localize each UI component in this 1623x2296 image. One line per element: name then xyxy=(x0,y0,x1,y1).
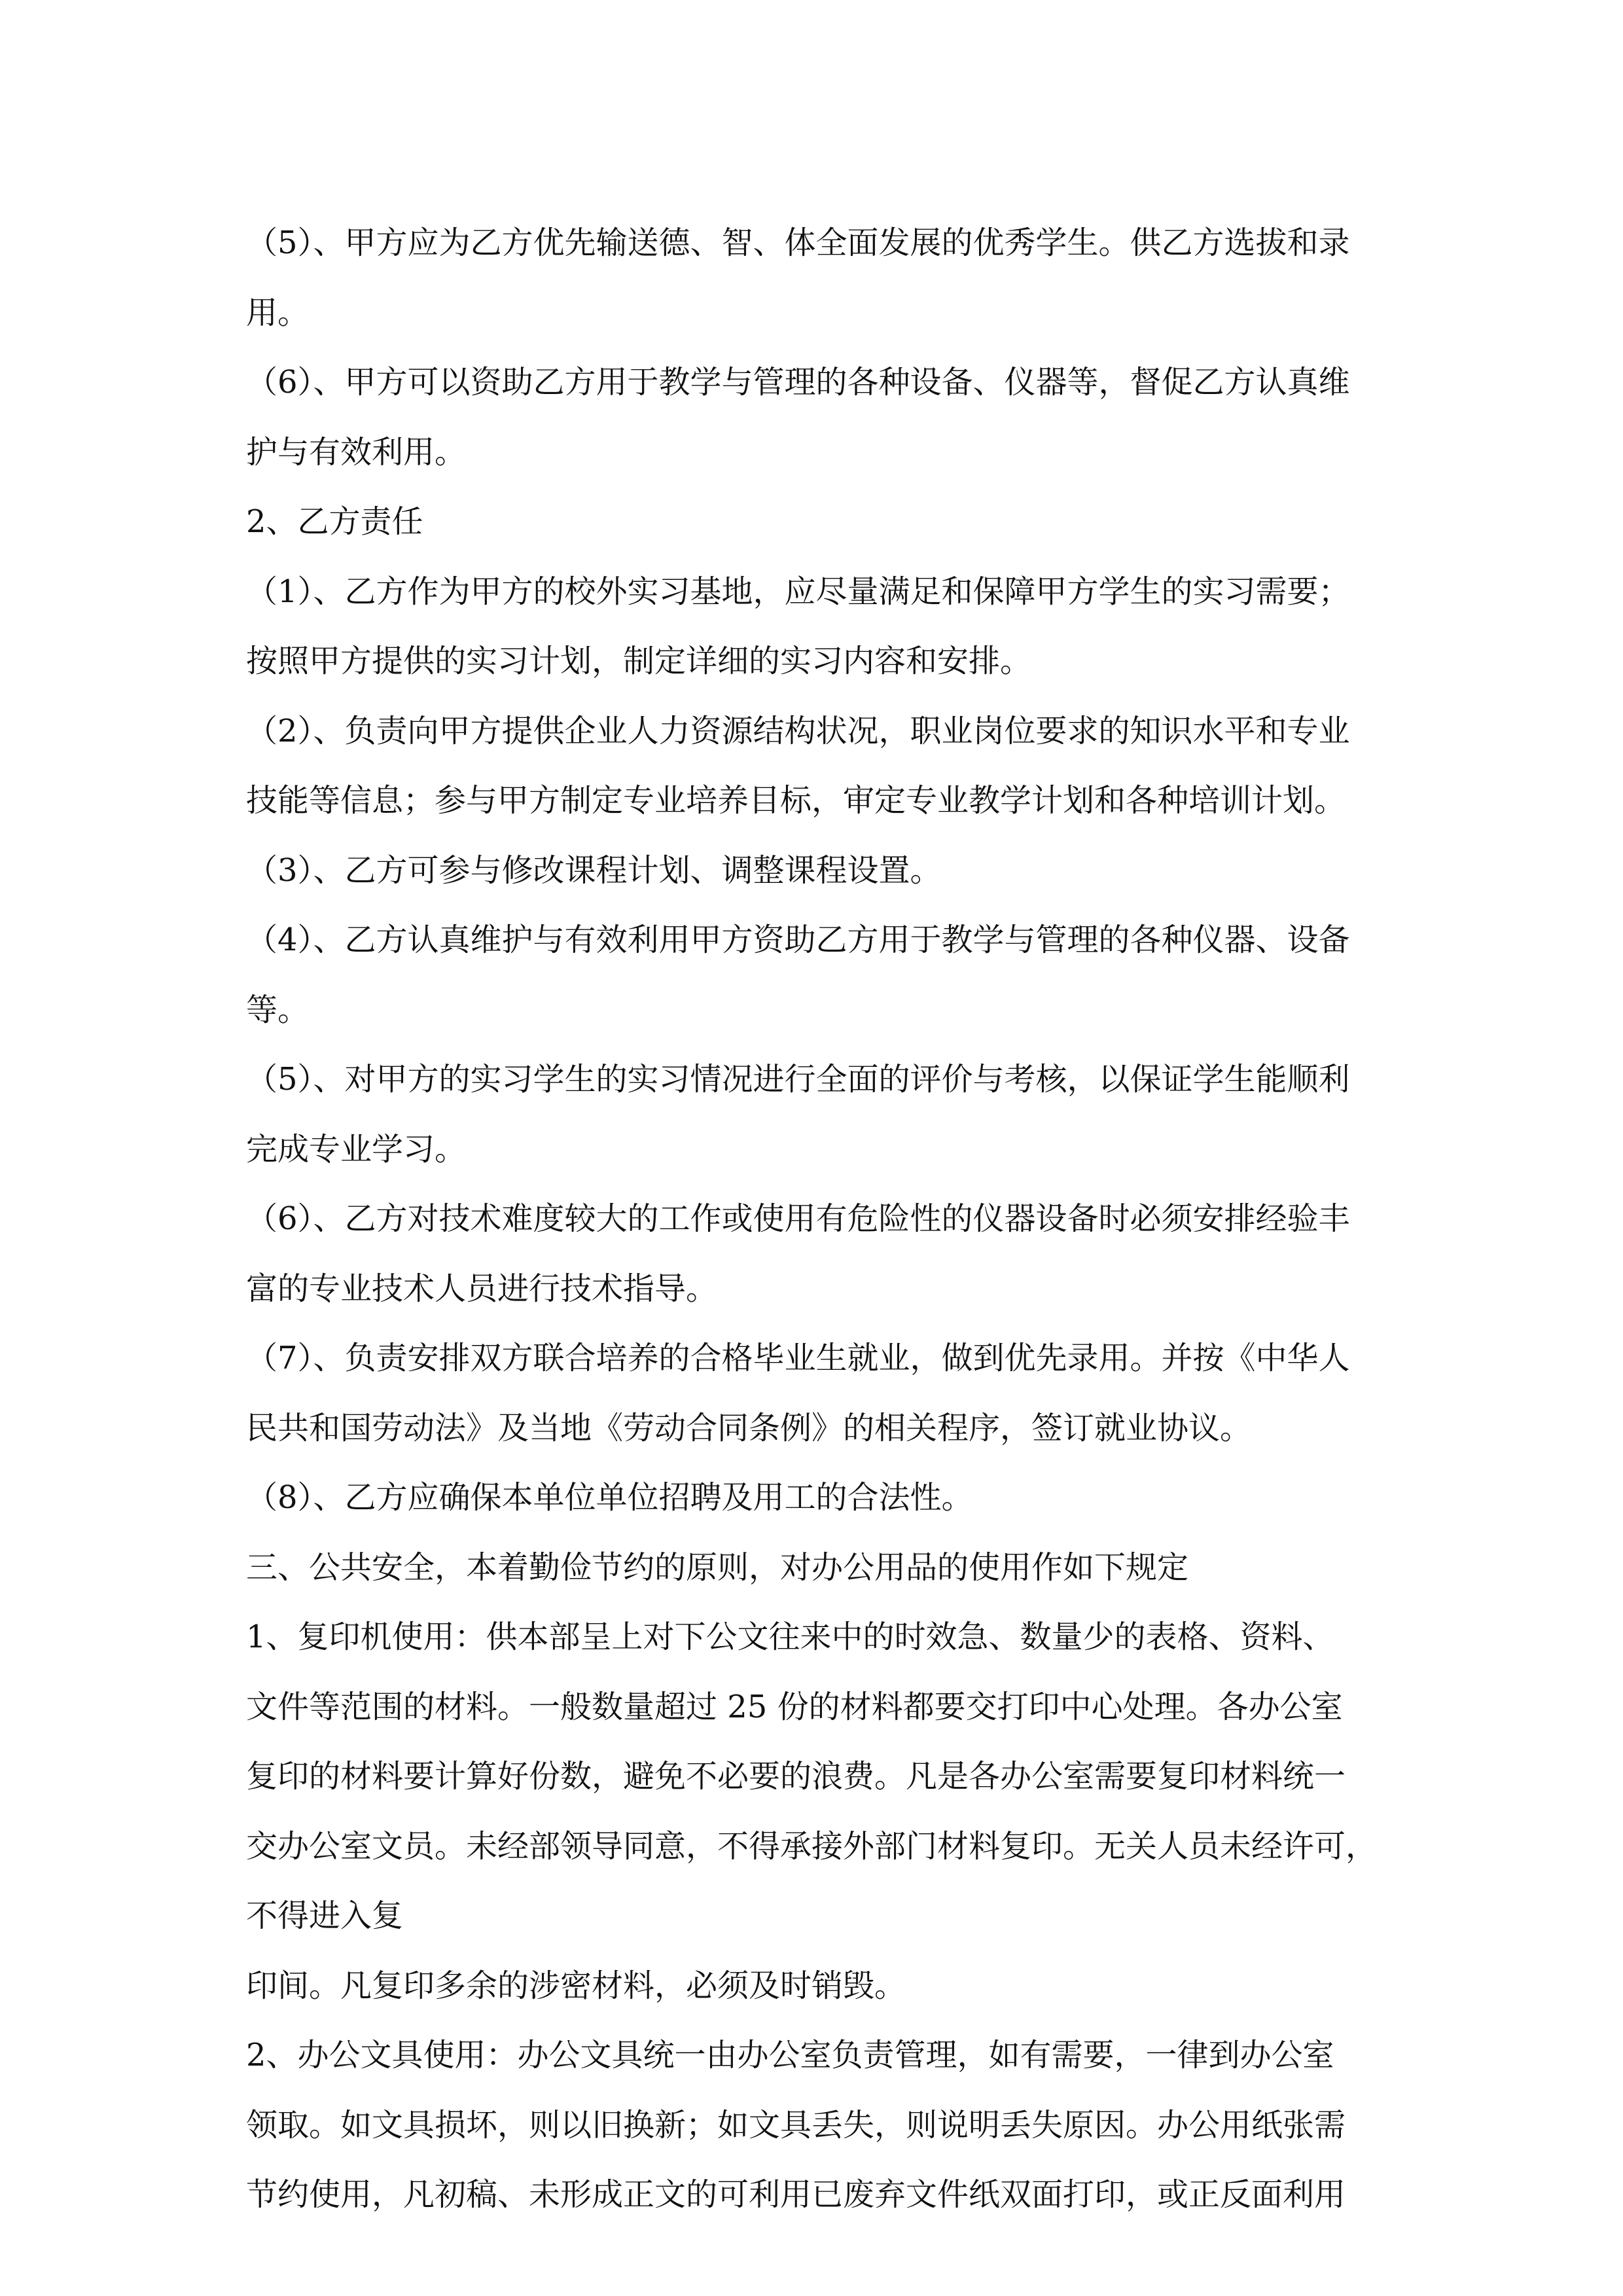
text-line: （1）、乙方作为甲方的校外实习基地，应尽量满足和保障甲方学生的实习需要； xyxy=(246,573,1350,610)
text-line: 等。 xyxy=(246,991,310,1028)
text-line: 技能等信息；参与甲方制定专业培养目标，审定专业教学计划和各种培训计划。 xyxy=(246,782,1346,819)
paragraph xyxy=(246,557,1398,696)
paragraph xyxy=(246,905,1398,1045)
text-line: （2）、负责向甲方提供企业人力资源结构状况，职业岗位要求的知识水平和专业 xyxy=(246,712,1350,749)
paragraph xyxy=(246,1951,1398,2021)
text-line: 用。 xyxy=(246,294,310,331)
text-line: 民共和国劳动法》及当地《劳动合同条例》的相关程序，签订就业协议。 xyxy=(246,1409,1252,1446)
text-line: 护与有效利用。 xyxy=(246,433,467,471)
paragraph xyxy=(246,1045,1398,1184)
text-line: 节约使用，凡初稿、未形成正文的可利用已废弃文件纸双面打印，或正反面利用 xyxy=(246,2176,1346,2213)
text-line: 三、公共安全，本着勤俭节约的原则，对办公用品的使用作如下规定 xyxy=(246,1549,1189,1586)
text-line: （6）、乙方对技术难度较大的工作或使用有危险性的仪器设备时必须安排经验丰 xyxy=(246,1200,1350,1237)
text-line: 1、复印机使用：供本部呈上对下公文往来中的时效急、数量少的表格、资料、 xyxy=(246,1619,1334,1655)
text-line: （5）、对甲方的实习学生的实习情况进行全面的评价与考核，以保证学生能顺利 xyxy=(246,1061,1350,1098)
text-line: （3）、乙方可参与修改课程计划、调整课程设置。 xyxy=(246,852,942,889)
text-line: 富的专业技术人员进行技术指导。 xyxy=(246,1270,718,1307)
section-heading xyxy=(246,1533,1398,1603)
text-line: 按照甲方提供的实习计划，制定详细的实习内容和安排。 xyxy=(246,643,1032,679)
text-line: （8）、乙方应确保本单位单位招聘及用工的合法性。 xyxy=(246,1479,973,1516)
paragraph xyxy=(246,1602,1398,1951)
text-line: 不得进入复 xyxy=(246,1897,404,1934)
text-line: 2、办公文具使用：办公文具统一由办公室负责管理，如有需要，一律到办公室 xyxy=(246,2037,1334,2073)
section-heading xyxy=(246,487,1398,557)
text-line: 印间。凡复印多余的涉密材料，必须及时销毁。 xyxy=(246,1967,906,2004)
text-line: 领取。如文具损坏，则以旧换新；如文具丢失，则说明丢失原因。办公用纸张需 xyxy=(246,2106,1346,2144)
paragraph xyxy=(246,696,1398,836)
paragraph xyxy=(246,2020,1398,2230)
text-line: 交办公室文员。未经部领导同意，不得承接外部门材料复印。无关人员未经许可， xyxy=(246,1827,1378,1865)
text-line: （7）、负责安排双方联合培养的合格毕业生就业，做到优先录用。并按《中华人 xyxy=(246,1340,1350,1376)
paragraph xyxy=(246,1463,1398,1533)
paragraph xyxy=(246,1323,1398,1463)
text-line: 文件等范围的材料。一般数量超过 25 份的材料都要交打印中心处理。各办公室 xyxy=(246,1688,1343,1725)
paragraph xyxy=(246,1184,1398,1323)
text-line: 复印的材料要计算好份数，避免不必要的浪费。凡是各办公室需要复印材料统一 xyxy=(246,1758,1346,1795)
paragraph xyxy=(246,836,1398,906)
text-line: 完成专业学习。 xyxy=(246,1130,467,1168)
text-line: （6）、甲方可以资助乙方用于教学与管理的各种设备、仪器等，督促乙方认真维 xyxy=(246,364,1350,401)
text-line: （4）、乙方认真维护与有效利用甲方资助乙方用于教学与管理的各种仪器、设备 xyxy=(246,922,1350,958)
paragraph xyxy=(246,208,1398,348)
text-line: （5）、甲方应为乙方优先输送德、智、体全面发展的优秀学生。供乙方选拔和录 xyxy=(246,224,1350,261)
text-line: 2、乙方责任 xyxy=(246,503,423,540)
paragraph xyxy=(246,348,1398,487)
document-page xyxy=(246,208,1398,2230)
